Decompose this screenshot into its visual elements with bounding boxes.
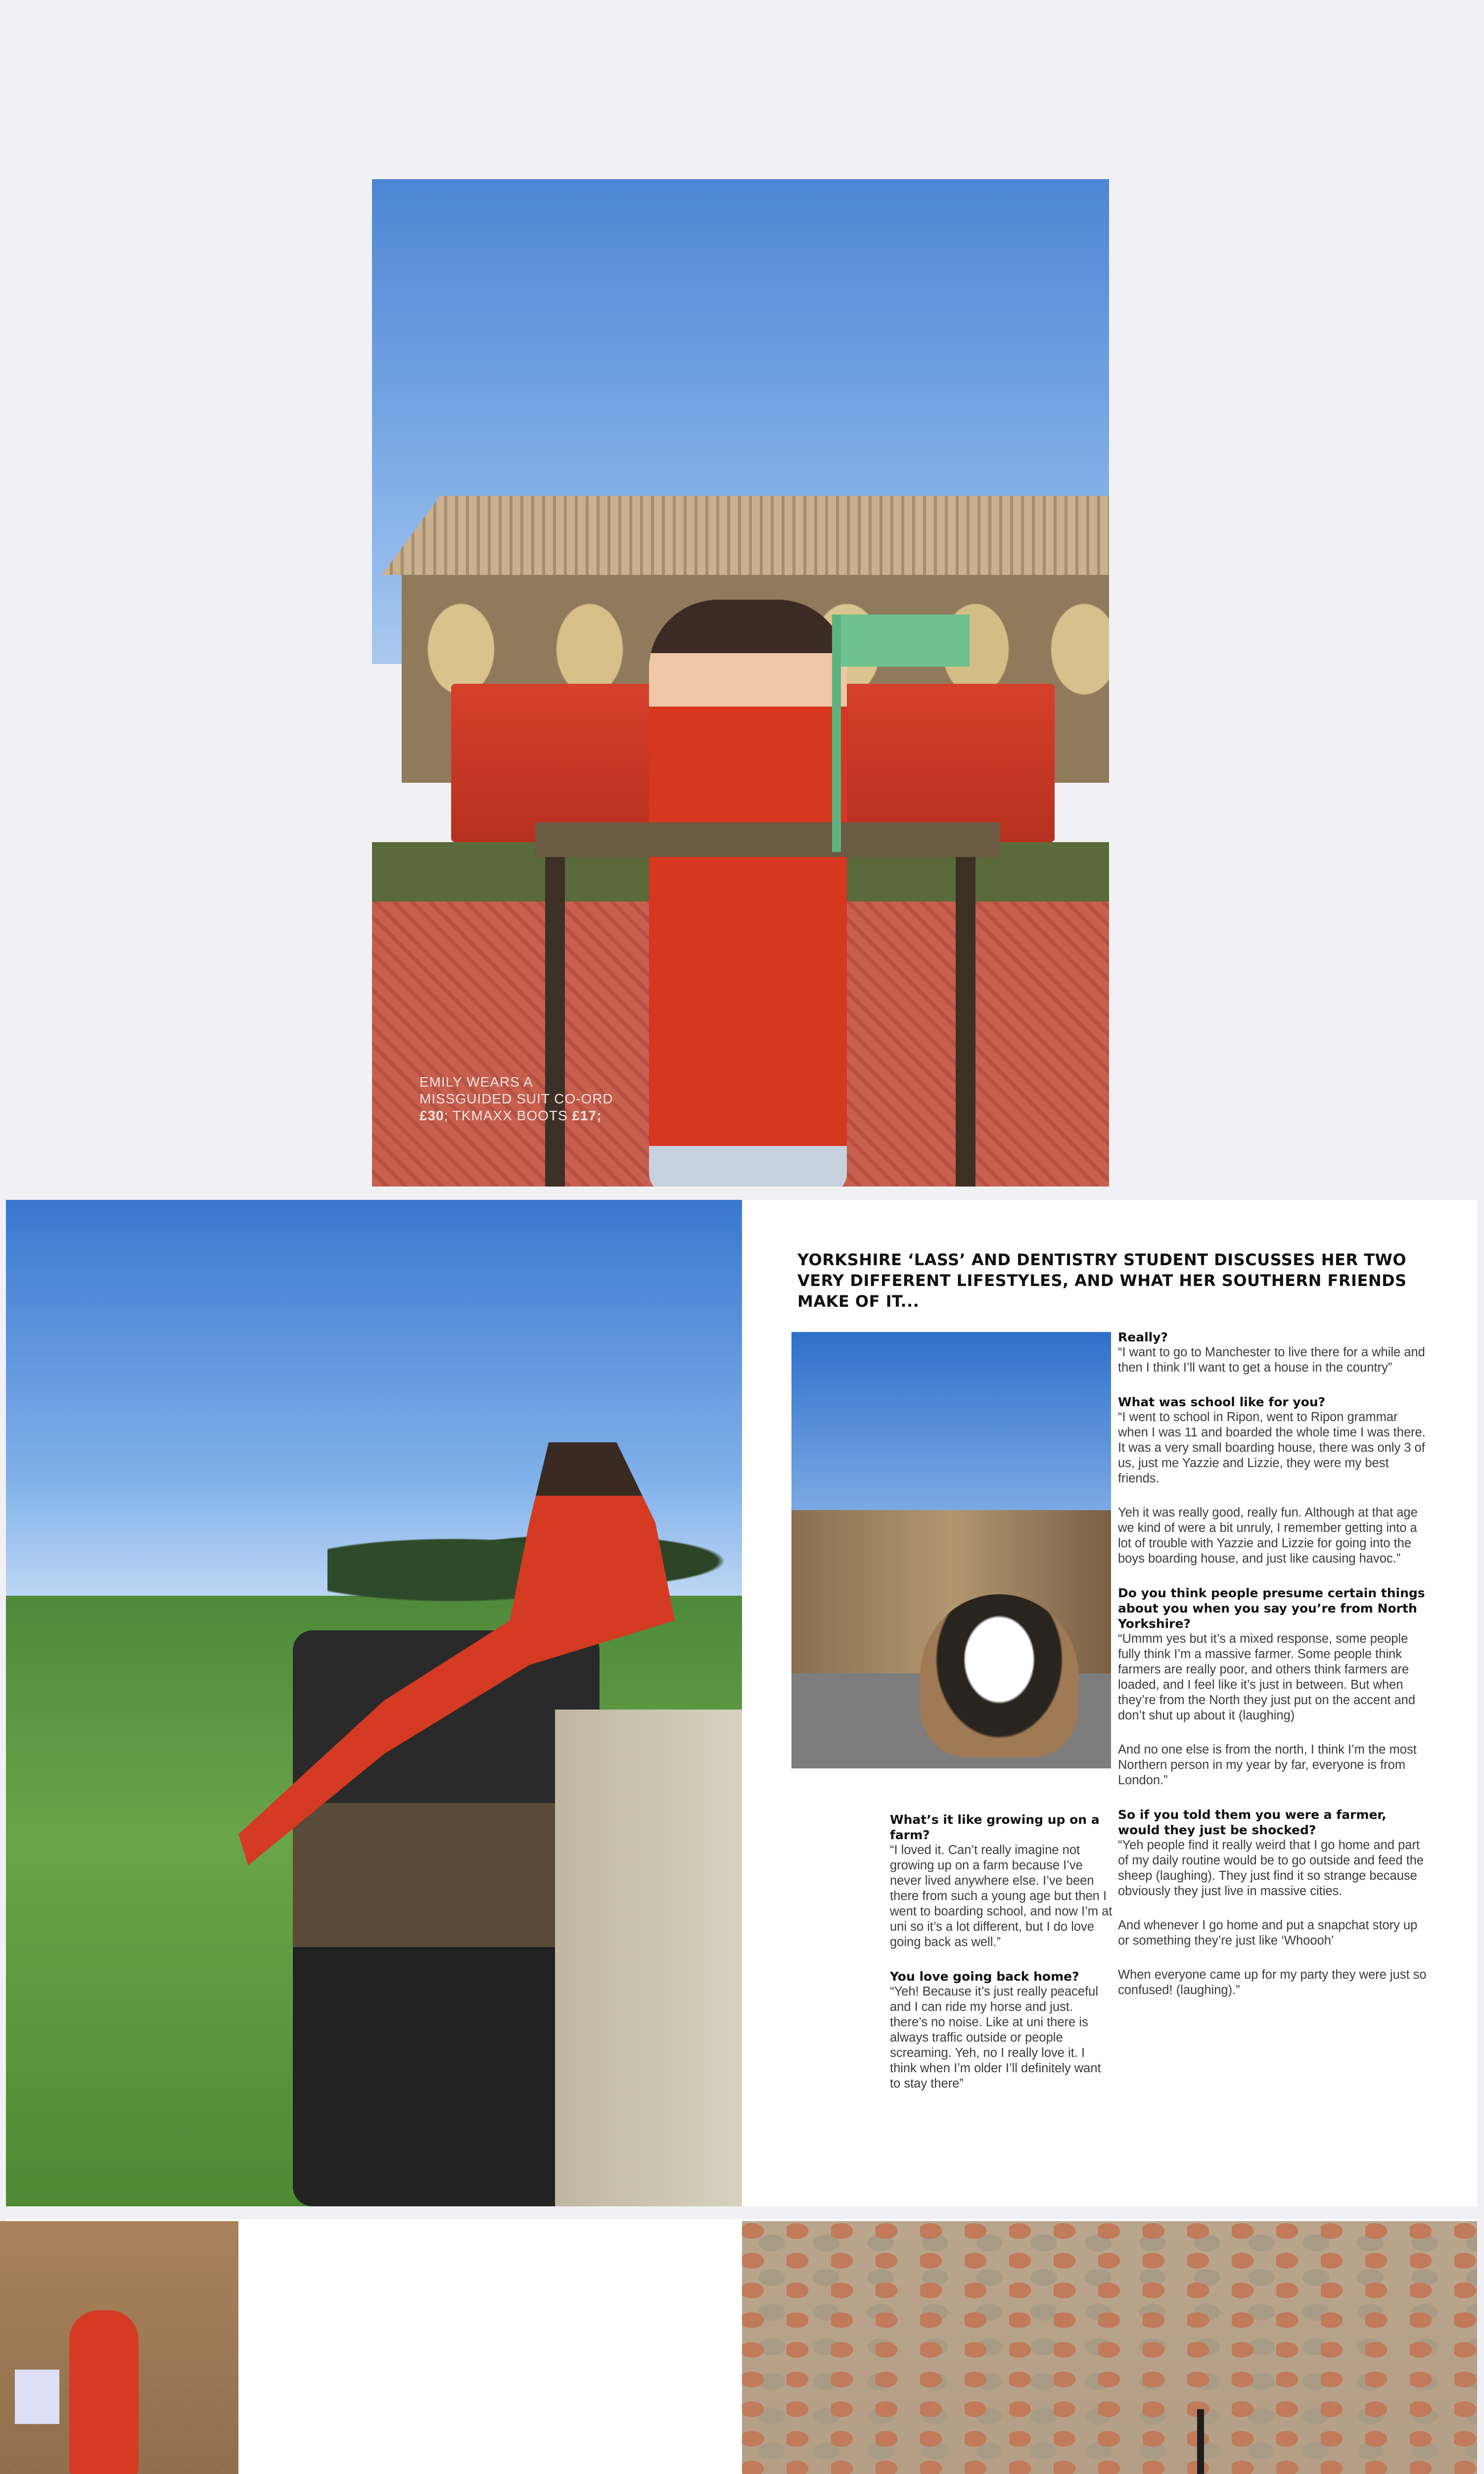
brick-wall [742, 2221, 1477, 2474]
cover-photo [372, 179, 1109, 1187]
question: So if you told them you were a farmer, would they just be shocked? [1118, 1808, 1387, 1837]
question: Really? [1118, 1330, 1168, 1344]
price: £17 [572, 1108, 597, 1123]
answer: When everyone came up for my party they were just so confused! (laughing).” [1118, 1968, 1427, 1997]
quad-bike [293, 1630, 600, 2206]
model-figure [649, 600, 847, 1187]
answer: “I went to school in Ripon, went to Ripon grammar when I was 11 and boarded the whole time I was there. It was a very small boarding house, there was only 3 of us, just me Yazzie and Lizzie, they were my best friends. [1118, 1410, 1426, 1485]
caption-punct: ; [597, 1108, 602, 1123]
price: £30 [419, 1108, 444, 1123]
answer: “Yeh! Because it’s just really peaceful and I can ride my horse and just. there’s no noise. Like at uni there is always traffic outside or people screaming. Yeh, no I really love it. I think when I’m older I’ll definitely want to stay there” [890, 1985, 1101, 2091]
article-column-right [1118, 1330, 1427, 2017]
answer: “I loved it. Can’t really imagine not growing up on a farm because I’ve never lived anywhere else. I’ve been there from such a young age but then I went to boarding school, and now I’m at uni so it’s a lot different, but I do love going back as well.” [890, 1843, 1113, 1949]
question: Do you think people presume certain things about you when you say you’re from North Yorkshire? [1118, 1586, 1425, 1631]
barn [382, 496, 1109, 575]
question: You love going back home? [890, 1969, 1079, 1984]
answer: “Ummm yes but it’s a mixed response, some people fully think I’m a massive farmer. Some people think farmers are really poor, and others think farmers are loaded, and I feel like it’s just in between. But when they’re from the North they just put on the accent and don’t shut up about it (laughing) [1118, 1632, 1416, 1722]
caption-line: MISSGUIDED SUIT CO-ORD [419, 1091, 613, 1106]
mirror [15, 2370, 59, 2424]
thumbnail-photo [0, 2221, 238, 2474]
desk-leg [545, 857, 565, 1187]
answer: And no one else is from the north, I think I’m the most Northern person in my year by far, everyone is from London.” [1118, 1743, 1417, 1787]
quad-bike-photo [6, 1200, 742, 2206]
sheepdog [920, 1594, 1078, 1758]
caption-text: ; TKMAXX BOOTS [444, 1108, 572, 1123]
answer: And whenever I go home and put a snapchat story up or something they’re just like ‘Whoooh’ [1118, 1918, 1418, 1948]
caption-line [419, 1107, 647, 1124]
answer: Yeh it was really good, really fun. Although at that age we kind of were a bit unruly, I remember getting into a lot of trouble with Yazzie and Lizzie for going into the boys boarding house, and just like causing havoc.” [1118, 1506, 1418, 1566]
question: What’s it like growing up on a farm? [890, 1812, 1100, 1842]
green-lamp [832, 615, 970, 852]
article-column-left [890, 1812, 1113, 2110]
answer: “I want to go to Manchester to live there for a while and then I think I’ll want to get a house in the country” [1118, 1345, 1425, 1375]
caption-line: EMILY WEARS A [419, 1074, 533, 1090]
dog-photo [791, 1332, 1111, 1768]
brick-wall-portrait [742, 2221, 1477, 2474]
article-headline: YORKSHIRE ‘LASS’ AND DENTISTRY STUDENT DISCUSSES HER TWO VERY DIFFERENT LIFESTYLES, AND WHAT HER SOUTHERN FRIENDS MAKE OF IT... [797, 1250, 1407, 1311]
desk-leg [956, 857, 975, 1187]
feed-box [555, 1710, 742, 2206]
photo-caption [419, 1074, 647, 1124]
question: What was school like for you? [1118, 1395, 1326, 1409]
model-figure [69, 2310, 139, 2474]
answer: “Yeh people find it really weird that I go home and part of my daily routine would be to go outside and feed the sheep (laughing). They just find it so strange because obviously they just live in massive cities. [1118, 1838, 1424, 1898]
coat-stand [1197, 2409, 1293, 2474]
